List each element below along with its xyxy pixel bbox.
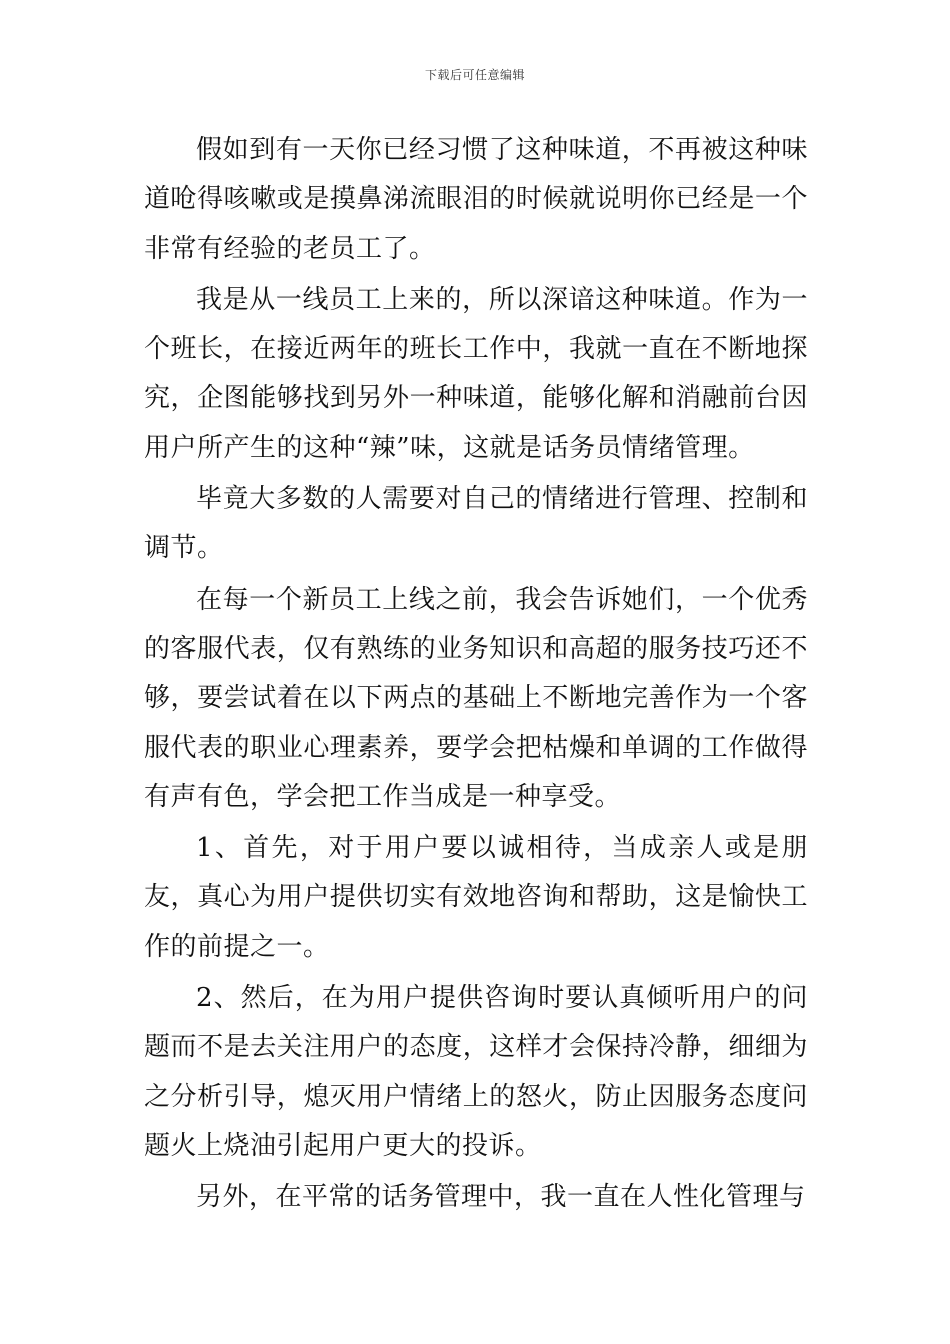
paragraph-6: 2、然后，在为用户提供咨询时要认真倾听用户的问题而不是去关注用户的态度，这样才会保持冷静，细细为之分析引导，熄灭用户情绪上的怒火，防止因服务态度问题火上烧油引起用户更大的投诉。 xyxy=(144,983,808,1161)
paragraph-3: 毕竟大多数的人需要对自己的情绪进行管理、控制和调节。 xyxy=(144,484,808,564)
document-body xyxy=(144,126,808,1223)
paragraph-7: 另外，在平常的话务管理中，我一直在人性化管理与 xyxy=(196,1182,806,1213)
paragraph-2: 我是从一线员工上来的，所以深谙这种味道。作为一个班长，在接近两年的班长工作中，我就一直在不断地探究，企图能够找到另外一种味道，能够化解和消融前台因用户所产生的这种“辣”味，这就是话务员情绪管理。 xyxy=(144,284,808,463)
page-header: 下载后可任意编辑 xyxy=(424,68,525,82)
paragraph-5: 1、首先，对于用户要以诚相待，当成亲人或是朋友，真心为用户提供切实有效地咨询和帮助，这是愉快工作的前提之一。 xyxy=(144,833,808,962)
paragraph-4: 在每一个新员工上线之前，我会告诉她们，一个优秀的客服代表，仅有熟练的业务知识和高超的服务技巧还不够，要尝试着在以下两点的基础上不断地完善作为一个客服代表的职业心理素养，要学会把枯燥和单调的工作做得有声有色，学会把工作当成是一种享受。 xyxy=(144,584,808,812)
paragraph-1: 假如到有一天你已经习惯了这种味道，不再被这种味道呛得咳嗽或是摸鼻涕流眼泪的时候就说明你已经是一个非常有经验的老员工了。 xyxy=(144,135,808,264)
